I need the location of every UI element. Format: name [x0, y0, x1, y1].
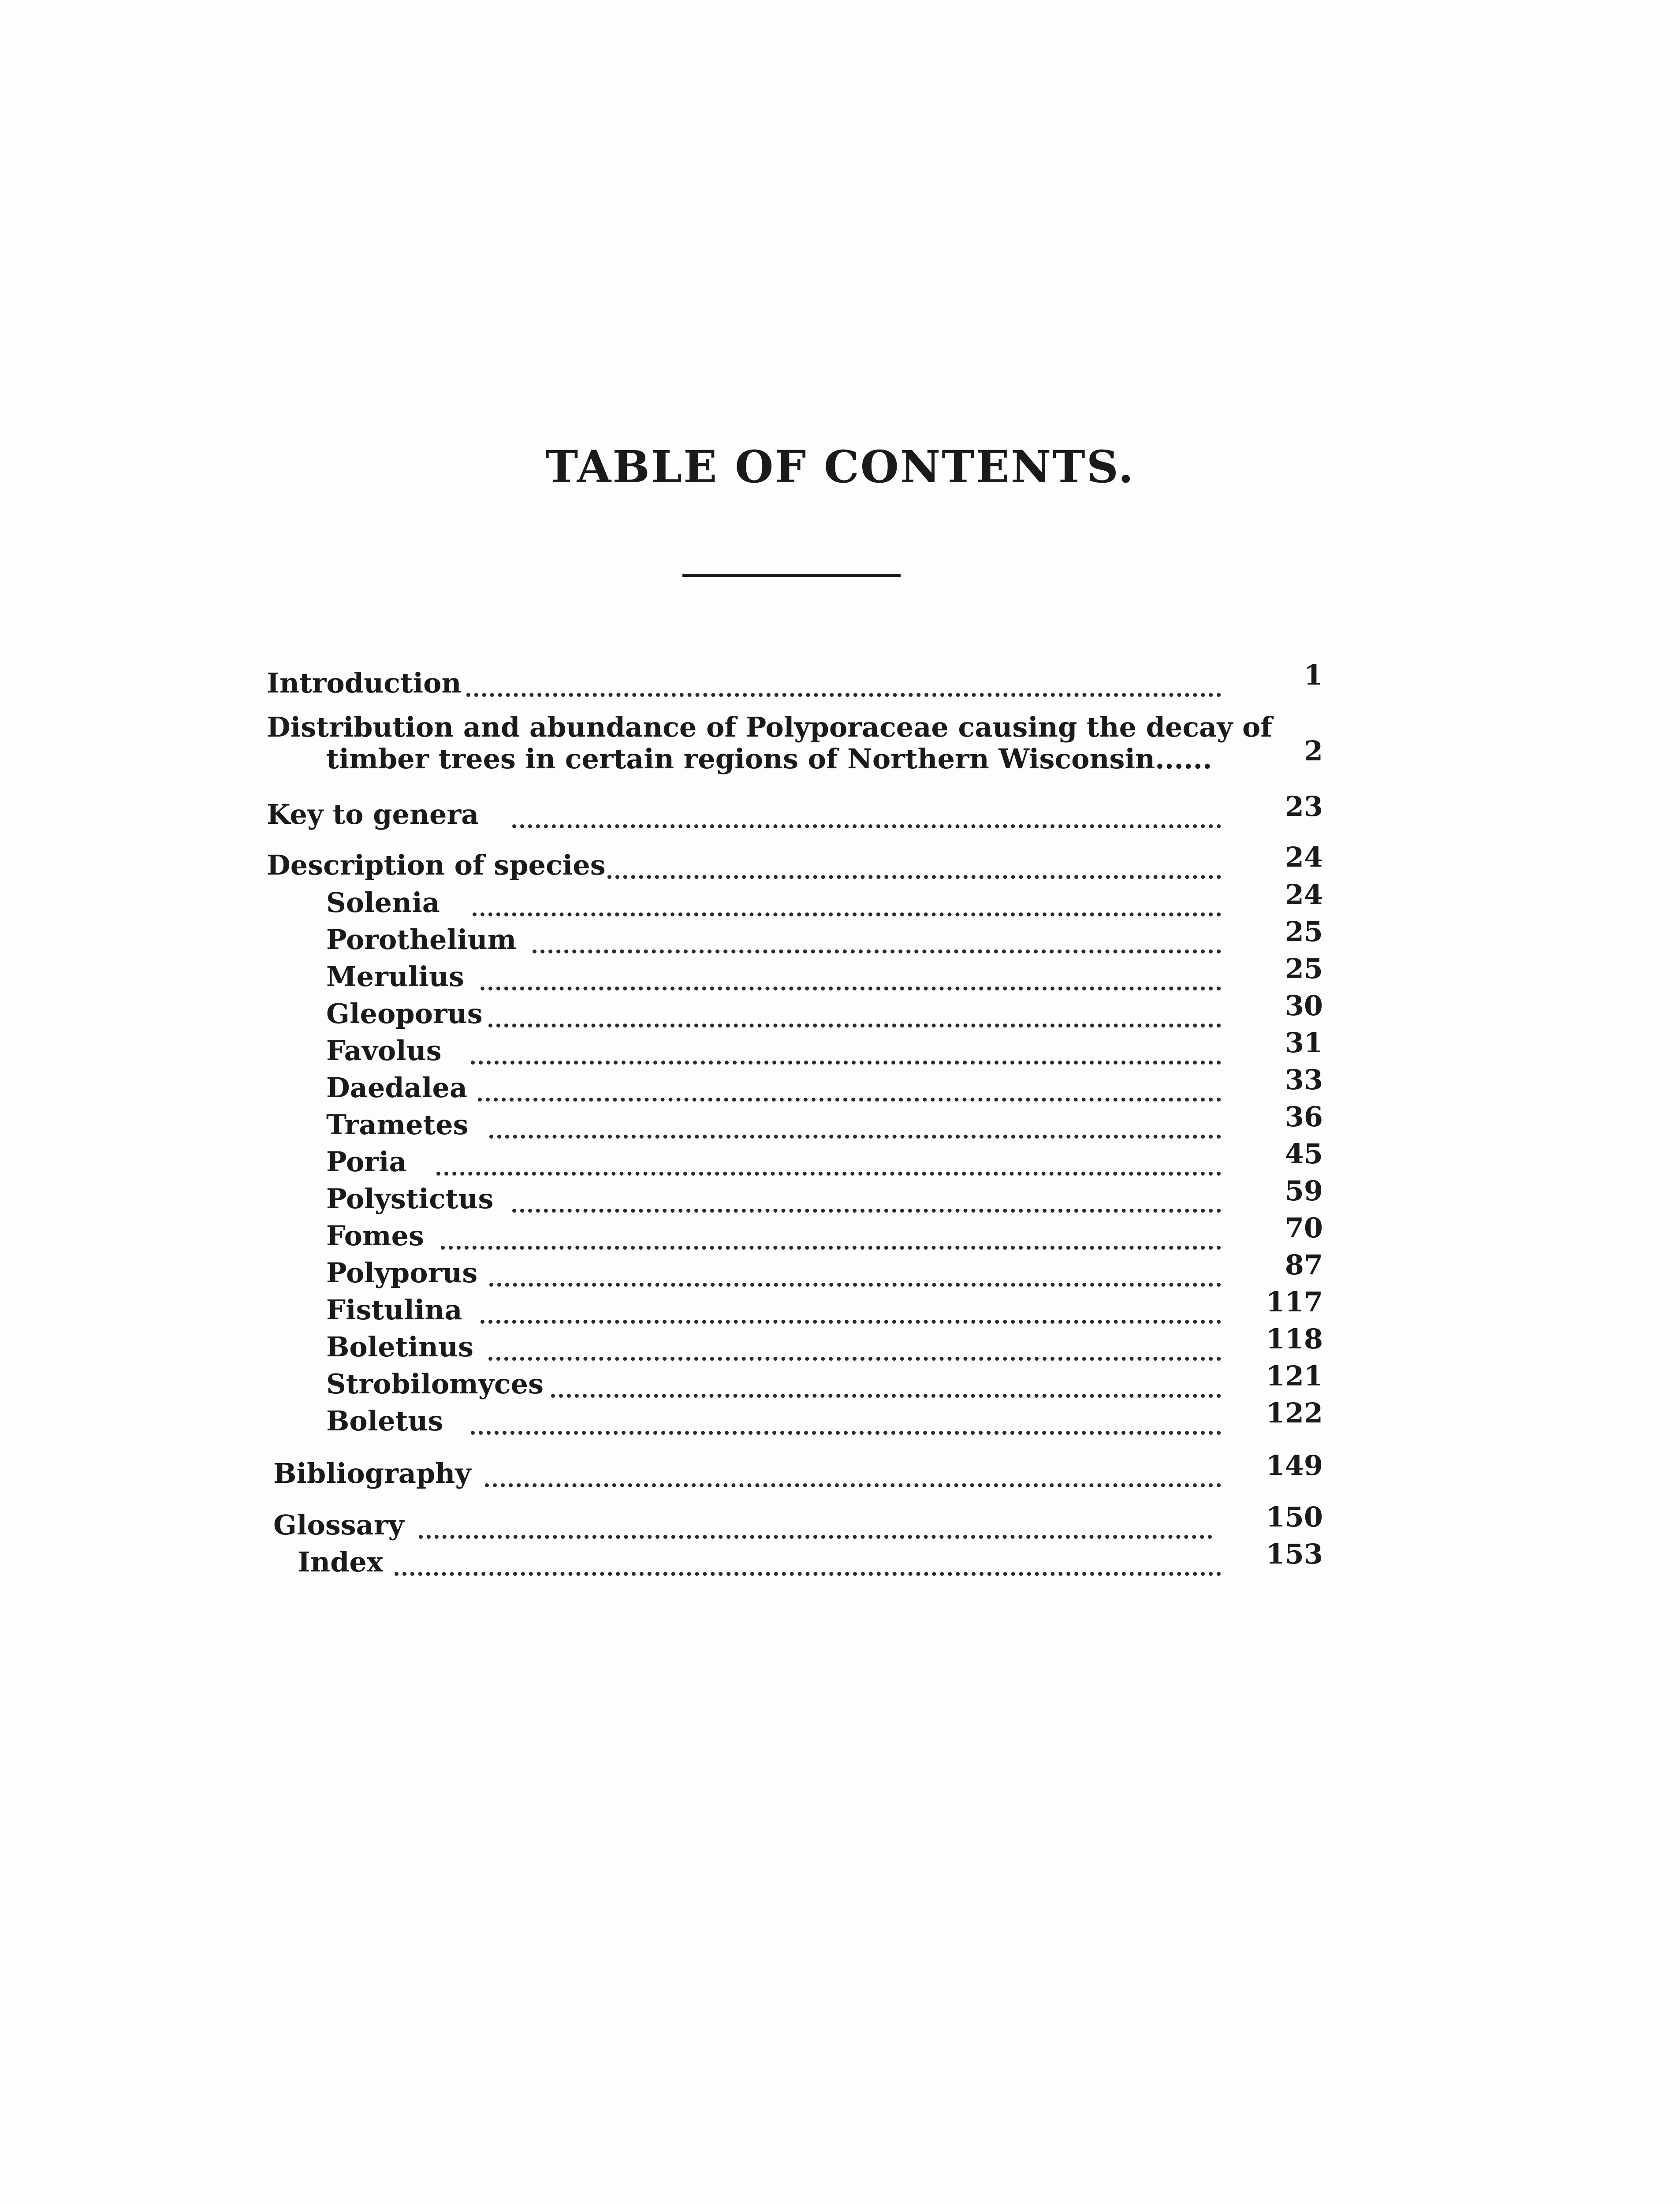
dot-leader: [473, 877, 1221, 916]
dot-leader: [419, 1500, 1212, 1539]
toc-entry-label: Description of species: [267, 849, 606, 881]
toc-entry-label: Favolus: [326, 1035, 442, 1067]
toc-entry-label: Gleoporus: [326, 998, 483, 1030]
toc-entry-label: Merulius: [326, 961, 464, 993]
toc-entry-label: Fomes: [326, 1220, 424, 1252]
page-title: TABLE OF CONTENTS.: [545, 441, 1135, 493]
toc-entry-page: 122: [1266, 1397, 1323, 1429]
toc-entry-page: 33: [1285, 1064, 1323, 1096]
toc-entry-page: 45: [1285, 1138, 1323, 1170]
dot-leader: [471, 1025, 1221, 1065]
toc-entry-page: 24: [1285, 841, 1323, 873]
toc-entry-page: 87: [1285, 1249, 1323, 1281]
dot-leader: [481, 1284, 1221, 1324]
dot-leader: [466, 658, 1221, 697]
toc-entry-page: 149: [1266, 1449, 1323, 1482]
toc-entry-page: 2: [1304, 735, 1323, 767]
toc-entry-label: Porothelium: [326, 923, 517, 956]
toc-entry-page: 25: [1285, 953, 1323, 985]
toc-entry-label: Index: [298, 1546, 383, 1578]
toc-entry-label: Strobilomyces: [326, 1368, 544, 1400]
dot-leader: [488, 988, 1221, 1028]
toc-entry-label: Trametes: [326, 1109, 469, 1141]
toc-entry-page: 153: [1266, 1538, 1323, 1570]
toc-entry-page: 59: [1285, 1175, 1323, 1207]
toc-entry-page: 30: [1285, 990, 1323, 1022]
dot-leader: [441, 1210, 1221, 1250]
dot-leader: [512, 1173, 1221, 1213]
dot-leader: [485, 1448, 1221, 1487]
dot-leader: [471, 1396, 1221, 1435]
dot-leader: [607, 840, 1221, 879]
toc-entry-page: 70: [1285, 1212, 1323, 1244]
toc-entry-page: 150: [1266, 1501, 1323, 1533]
dot-leader: [488, 1322, 1221, 1361]
toc-entry-label-line1: Distribution and abundance of Polyporaceae causing the decay of: [267, 711, 1272, 743]
toc-entry-page: 36: [1285, 1101, 1323, 1133]
toc-entry-page: 1: [1304, 659, 1323, 691]
toc-entry-label: Polystictus: [326, 1183, 494, 1215]
toc-entry-label: Key to genera: [267, 798, 479, 830]
toc-entry-page: 23: [1285, 790, 1323, 823]
dot-leader: [481, 951, 1221, 990]
toc-entry-label: Fistulina: [326, 1294, 462, 1326]
toc-entry-label: Solenia: [326, 886, 440, 919]
toc-entry-page: 121: [1266, 1360, 1323, 1392]
dot-leader: [551, 1359, 1221, 1398]
toc-entry-label: Introduction: [267, 667, 462, 699]
dot-leader: [436, 1136, 1221, 1176]
toc-entry-page: 117: [1266, 1286, 1323, 1318]
toc-entry-page: 31: [1285, 1027, 1323, 1059]
toc-entry-label: Poria: [326, 1146, 407, 1178]
toc-entry-label: Bibliography: [273, 1457, 471, 1489]
toc-entry-label: Polyporus: [326, 1257, 478, 1289]
toc-entry-label: Boletus: [326, 1405, 443, 1437]
dot-leader: [395, 1537, 1221, 1576]
dot-leader: [533, 914, 1221, 953]
dot-leader: [478, 1062, 1221, 1102]
toc-entry-label: Glossary: [273, 1509, 404, 1541]
toc-entry-page: 24: [1285, 879, 1323, 911]
dot-leader: [512, 789, 1221, 828]
toc-entry-page: 118: [1266, 1323, 1323, 1355]
toc-entry-label: Boletinus: [326, 1331, 474, 1363]
dot-leader: [489, 1099, 1221, 1139]
dot-leader: [489, 1247, 1221, 1287]
toc-entry-page: 25: [1285, 916, 1323, 948]
toc-entry-label: Daedalea: [326, 1072, 468, 1104]
toc-entry-label-line2: timber trees in certain regions of Northern Wisconsin......: [326, 743, 1212, 775]
